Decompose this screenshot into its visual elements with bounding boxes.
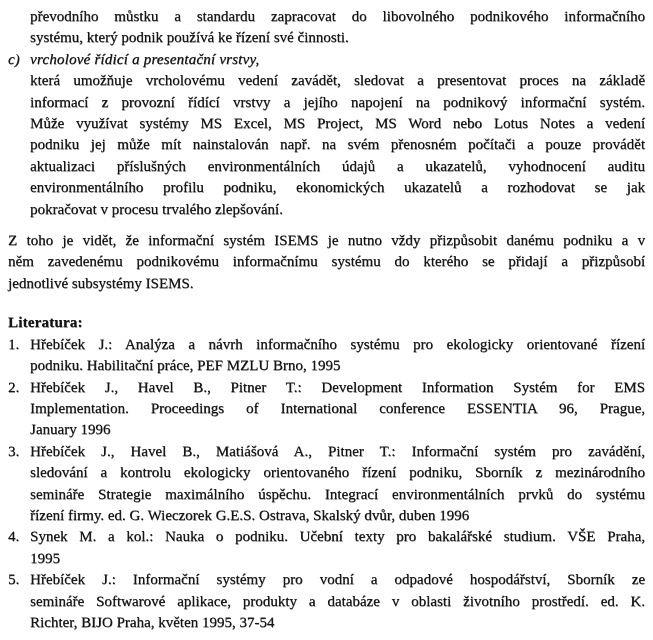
literature-item [8,378,645,442]
literature-item-number: 3. [8,443,20,460]
text-line: Richter, BIJO Praha, květen 1995, 37-54 [30,614,275,631]
literature-item-text [30,442,645,528]
literature-item-number: 2. [8,379,20,396]
text-line: Z toho je vidět, že informační systém ISEMS je nutno vždy přizpůsobit danému podniku a v [8,233,645,250]
text-line: Hřebíček J.: Analýza a návrh informačního systému pro ekologicky orientované řízení [30,336,645,353]
literature-list [8,335,645,635]
literature-item-text [30,527,645,570]
text-line: systému, který podnik používá ke řízení své činnosti. [30,30,349,47]
text-line: podniku. Habilitační práce, PEF MZLU Brno, 1995 [30,358,341,375]
spacer [8,221,645,231]
literature-item-text [30,378,645,442]
text-line: semináře Strategie maximálního úspěchu. Integrací environmentálních prvků do systému [30,486,645,503]
text-line: 1995 [30,550,60,567]
text-line: pokračovat v procesu trvalého zlepšování. [30,201,283,218]
text-line: January 1996 [30,422,111,439]
list-item-c-marker: c) [8,51,20,68]
text-line: jednotlivé subsystémy ISEMS. [8,275,194,292]
text-line: Může využívat systémy MS Excel, MS Project, MS Word nebo Lotus Notes a vedení [30,116,645,133]
text-line: semináře Softwarové aplikace, produkty a databáze v oblasti životního prostředí. ed. K. [30,593,645,610]
text-line: něm zavedenému podnikovému informačnímu systému do kterého se přidají a přizpůsobí [8,254,645,271]
literature-item-number: 5. [8,572,20,589]
text-line: informací z provozní řídící vrstvy a jejího napojení na podnikový informační systém. [30,94,645,111]
literature-item-number: 4. [8,529,20,546]
text-line: Synek M. a kol.: Nauka o podniku. Učební texty pro bakalářské studium. VŠE Praha, [30,529,645,546]
text-line: Hřebíček J., Havel B., Matiášová A., Pitner T.: Informační systém pro zavádění, [30,443,645,460]
literature-item [8,442,645,528]
spacer [8,295,645,313]
paragraph-summary [8,231,645,295]
text-line: podniku jej může mít nainstalován např. na svém přenosném počítači a pouze provádět [30,137,645,154]
literature-item-text [30,335,645,378]
paragraph-continuation [30,7,645,50]
text-line: Hřebíček J., Havel B., Pitner T.: Development Information Systém for EMS [30,379,645,396]
text-line: řízení firmy. ed. G. Wieczorek G.E.S. Ostrava, Skalský dvůr, duben 1996 [30,507,470,524]
literature-item-text [30,570,645,634]
literature-item-number: 1. [8,336,20,353]
text-line: která umožňuje vrcholovému vedení zavádět, sledovat a presentovat proces na základě [30,73,645,90]
list-item-c [8,50,645,71]
literature-item [8,335,645,378]
text-line: aktualizaci příslušných environmentálních údajů a ukazatelů, vyhodnocení auditu [30,158,645,175]
text-line: sledování a kontrolu ekologicky orientovaného řízení podniku, Sborník z mezinárodního [30,465,645,482]
list-item-c-title: vrcholové řídicí a presentační vrstvy, [30,51,260,68]
text-line: Implementation. Proceedings of International conference ESSENTIA 96, Prague, [30,400,645,417]
text-line: environmentálního profilu podniku, ekonomických ukazatelů a rozhodovat se jak [30,180,645,197]
text-line: převodního můstku a standardu zapracovat do libovolného podnikového informačního [30,9,645,25]
literature-item [8,570,645,634]
text-line: Hřebíček J.: Informační systémy pro vodní a odpadové hospodářství, Sborník ze [30,572,645,589]
literature-heading: Literatura: [8,315,83,332]
list-item-c-body [30,71,645,221]
literature-item [8,527,645,570]
